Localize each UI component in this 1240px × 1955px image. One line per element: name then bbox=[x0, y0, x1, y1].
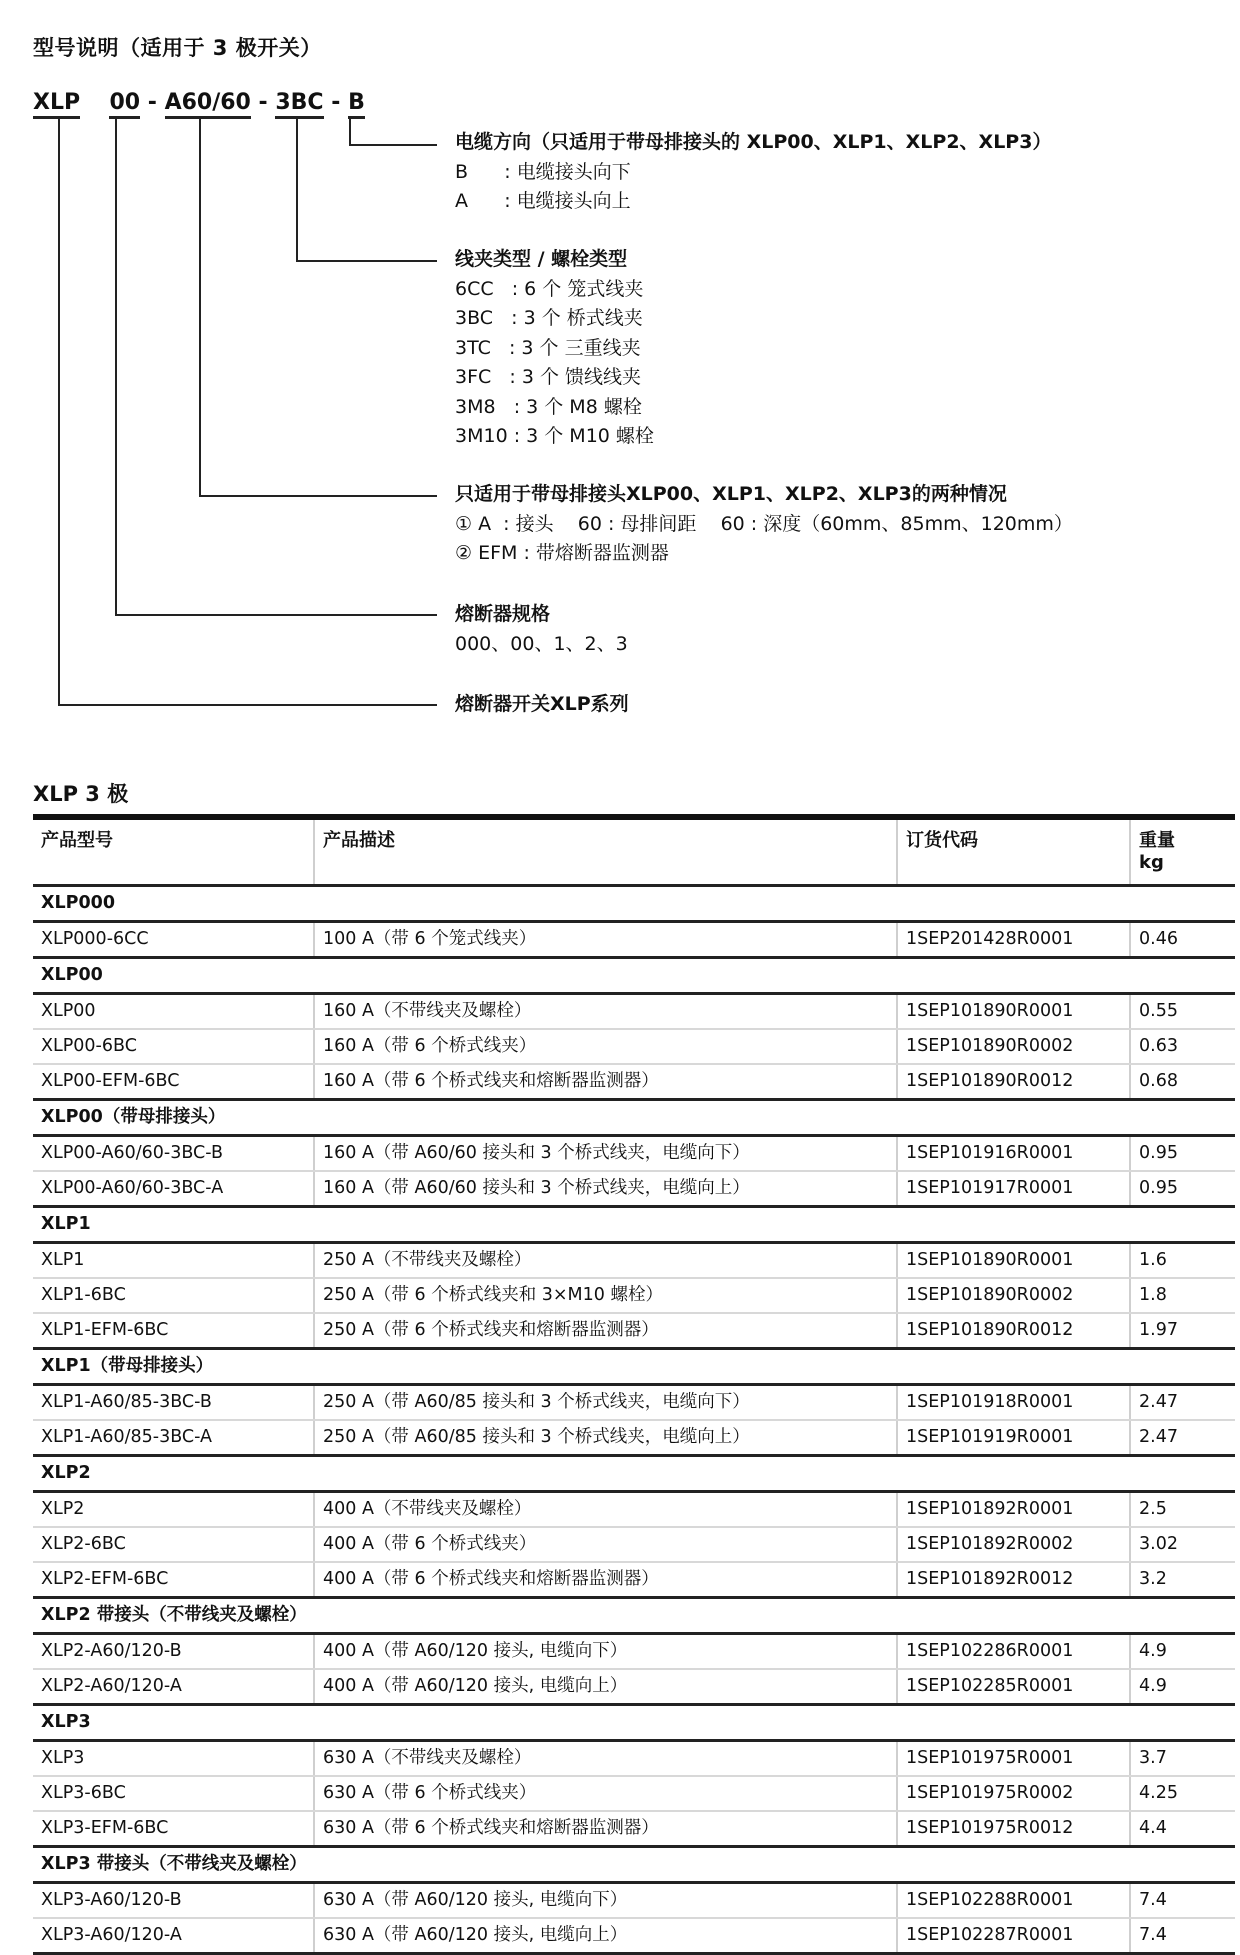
legend-cable-direction: 电缆方向（只适用于带母排接头的 XLP00、XLP1、XLP2、XLP3） B : 电缆接头向下 A : 电缆接头向上 bbox=[455, 131, 1052, 212]
group-name: XLP3 bbox=[33, 1705, 1235, 1741]
cell-order-code: 1SEP101890R0012 bbox=[897, 1313, 1130, 1349]
cell-description: 160 A（带 6 个桥式线夹） bbox=[314, 1029, 897, 1064]
cell-order-code: 1SEP101918R0001 bbox=[897, 1385, 1130, 1421]
cell-order-code: 1SEP101892R0001 bbox=[897, 1492, 1130, 1528]
table-row bbox=[33, 1527, 1235, 1562]
cell-description: 630 A（不带线夹及螺栓） bbox=[314, 1741, 897, 1777]
table-row bbox=[33, 1136, 1235, 1172]
group-name: XLP2 带接头（不带线夹及螺栓） bbox=[33, 1598, 1235, 1634]
cell-weight: 1.8 bbox=[1130, 1278, 1235, 1313]
cell-order-code: 1SEP101919R0001 bbox=[897, 1420, 1130, 1456]
cell-description: 100 A（带 6 个笼式线夹） bbox=[314, 922, 897, 958]
table-row bbox=[33, 1741, 1235, 1777]
cell-weight: 4.4 bbox=[1130, 1811, 1235, 1847]
cell-order-code: 1SEP102287R0001 bbox=[897, 1918, 1130, 1954]
group-name: XLP000 bbox=[33, 886, 1235, 922]
code-separator: - bbox=[331, 90, 341, 115]
group-name: XLP1 bbox=[33, 1207, 1235, 1243]
cell-order-code: 1SEP101975R0012 bbox=[897, 1811, 1130, 1847]
cell-description: 160 A（不带线夹及螺栓） bbox=[314, 994, 897, 1030]
cell-description: 160 A（带 A60/60 接头和 3 个桥式线夹，电缆向下） bbox=[314, 1136, 897, 1172]
cell-description: 630 A（带 6 个桥式线夹） bbox=[314, 1776, 897, 1811]
cell-description: 630 A（带 A60/120 接头, 电缆向上） bbox=[314, 1918, 897, 1954]
cell-model: XLP2 bbox=[33, 1492, 314, 1528]
cell-order-code: 1SEP101916R0001 bbox=[897, 1136, 1130, 1172]
cell-order-code: 1SEP101892R0002 bbox=[897, 1527, 1130, 1562]
table-row bbox=[33, 1918, 1235, 1954]
table-row bbox=[33, 1492, 1235, 1528]
product-table bbox=[33, 814, 1235, 1955]
code-part-cable-direction: B bbox=[348, 90, 365, 119]
table-row bbox=[33, 922, 1235, 958]
cell-description: 400 A（不带线夹及螺栓） bbox=[314, 1492, 897, 1528]
group-header-row bbox=[33, 886, 1235, 922]
table-row bbox=[33, 1278, 1235, 1313]
cell-weight: 0.63 bbox=[1130, 1029, 1235, 1064]
cell-weight: 3.2 bbox=[1130, 1562, 1235, 1598]
table-row bbox=[33, 1883, 1235, 1919]
header-description: 产品描述 bbox=[314, 817, 897, 886]
cell-weight: 0.95 bbox=[1130, 1171, 1235, 1207]
cell-weight: 0.68 bbox=[1130, 1064, 1235, 1100]
cell-description: 250 A（带 6 个桥式线夹和 3×M10 螺栓） bbox=[314, 1278, 897, 1313]
code-part-fuse-size: 00 bbox=[109, 90, 140, 119]
page-title: 型号说明（适用于 3 极开关） bbox=[33, 36, 322, 60]
cell-order-code: 1SEP102286R0001 bbox=[897, 1634, 1130, 1670]
code-separator: - bbox=[147, 90, 157, 115]
cell-weight: 7.4 bbox=[1130, 1883, 1235, 1919]
cell-weight: 2.47 bbox=[1130, 1385, 1235, 1421]
cell-order-code: 1SEP201428R0001 bbox=[897, 922, 1130, 958]
table-row bbox=[33, 994, 1235, 1030]
cell-model: XLP2-A60/120-A bbox=[33, 1669, 314, 1705]
group-header-row bbox=[33, 958, 1235, 994]
cell-order-code: 1SEP102285R0001 bbox=[897, 1669, 1130, 1705]
cell-model: XLP2-A60/120-B bbox=[33, 1634, 314, 1670]
cell-weight: 1.97 bbox=[1130, 1313, 1235, 1349]
cell-model: XLP3-A60/120-A bbox=[33, 1918, 314, 1954]
table-section-title: XLP 3 极 bbox=[33, 782, 129, 806]
group-header-row bbox=[33, 1847, 1235, 1883]
cell-description: 250 A（不带线夹及螺栓） bbox=[314, 1243, 897, 1279]
legend-fuse-size: 熔断器规格 000、00、1、2、3 bbox=[455, 603, 628, 655]
cell-model: XLP2-EFM-6BC bbox=[33, 1562, 314, 1598]
cell-model: XLP3 bbox=[33, 1741, 314, 1777]
cell-order-code: 1SEP101917R0001 bbox=[897, 1171, 1130, 1207]
cell-weight: 0.46 bbox=[1130, 922, 1235, 958]
cell-order-code: 1SEP101890R0002 bbox=[897, 1278, 1130, 1313]
cell-model: XLP000-6CC bbox=[33, 922, 314, 958]
group-header-row bbox=[33, 1598, 1235, 1634]
cell-weight: 0.55 bbox=[1130, 994, 1235, 1030]
legend-series: 熔断器开关XLP系列 bbox=[455, 693, 629, 715]
group-header-row bbox=[33, 1705, 1235, 1741]
cell-order-code: 1SEP102288R0001 bbox=[897, 1883, 1130, 1919]
cell-model: XLP00-A60/60-3BC-B bbox=[33, 1136, 314, 1172]
model-code bbox=[33, 90, 365, 115]
group-name: XLP1（带母排接头） bbox=[33, 1349, 1235, 1385]
table-row bbox=[33, 1634, 1235, 1670]
cell-model: XLP1-A60/85-3BC-A bbox=[33, 1420, 314, 1456]
cell-model: XLP1-EFM-6BC bbox=[33, 1313, 314, 1349]
cell-description: 160 A（带 A60/60 接头和 3 个桥式线夹，电缆向上） bbox=[314, 1171, 897, 1207]
cell-description: 400 A（带 6 个桥式线夹） bbox=[314, 1527, 897, 1562]
group-header-row bbox=[33, 1349, 1235, 1385]
cell-model: XLP1-6BC bbox=[33, 1278, 314, 1313]
cell-order-code: 1SEP101975R0001 bbox=[897, 1741, 1130, 1777]
cell-weight: 0.95 bbox=[1130, 1136, 1235, 1172]
group-header-row bbox=[33, 1100, 1235, 1136]
group-name: XLP3 带接头（不带线夹及螺栓） bbox=[33, 1847, 1235, 1883]
cell-order-code: 1SEP101890R0012 bbox=[897, 1064, 1130, 1100]
table-row bbox=[33, 1420, 1235, 1456]
cell-order-code: 1SEP101890R0002 bbox=[897, 1029, 1130, 1064]
cell-description: 400 A（带 6 个桥式线夹和熔断器监测器） bbox=[314, 1562, 897, 1598]
cell-order-code: 1SEP101890R0001 bbox=[897, 1243, 1130, 1279]
code-part-clamp-type: 3BC bbox=[275, 90, 323, 119]
cell-description: 400 A（带 A60/120 接头, 电缆向下） bbox=[314, 1634, 897, 1670]
code-part-series: XLP bbox=[33, 90, 80, 119]
code-part-connector: A60/60 bbox=[165, 90, 251, 119]
cell-order-code: 1SEP101975R0002 bbox=[897, 1776, 1130, 1811]
group-header-row bbox=[33, 1207, 1235, 1243]
group-header-row bbox=[33, 1456, 1235, 1492]
cell-model: XLP1 bbox=[33, 1243, 314, 1279]
code-separator: - bbox=[258, 90, 268, 115]
cell-description: 630 A（带 6 个桥式线夹和熔断器监测器） bbox=[314, 1811, 897, 1847]
table-row bbox=[33, 1064, 1235, 1100]
table-row bbox=[33, 1171, 1235, 1207]
cell-model: XLP00-EFM-6BC bbox=[33, 1064, 314, 1100]
cell-order-code: 1SEP101890R0001 bbox=[897, 994, 1130, 1030]
cell-weight: 7.4 bbox=[1130, 1918, 1235, 1954]
cell-weight: 3.02 bbox=[1130, 1527, 1235, 1562]
cell-description: 160 A（带 6 个桥式线夹和熔断器监测器） bbox=[314, 1064, 897, 1100]
cell-model: XLP3-A60/120-B bbox=[33, 1883, 314, 1919]
header-model: 产品型号 bbox=[33, 817, 314, 886]
header-order-code: 订货代码 bbox=[897, 817, 1130, 886]
table-row bbox=[33, 1029, 1235, 1064]
table-header-row bbox=[33, 817, 1235, 886]
cell-weight: 3.7 bbox=[1130, 1741, 1235, 1777]
cell-description: 250 A（带 6 个桥式线夹和熔断器监测器） bbox=[314, 1313, 897, 1349]
cell-model: XLP00 bbox=[33, 994, 314, 1030]
cell-weight: 1.6 bbox=[1130, 1243, 1235, 1279]
cell-order-code: 1SEP101892R0012 bbox=[897, 1562, 1130, 1598]
cell-weight: 2.47 bbox=[1130, 1420, 1235, 1456]
header-weight: 重量 kg bbox=[1130, 817, 1235, 886]
cell-description: 250 A（带 A60/85 接头和 3 个桥式线夹，电缆向下） bbox=[314, 1385, 897, 1421]
table-row bbox=[33, 1385, 1235, 1421]
cell-weight: 2.5 bbox=[1130, 1492, 1235, 1528]
group-name: XLP2 bbox=[33, 1456, 1235, 1492]
cell-model: XLP00-6BC bbox=[33, 1029, 314, 1064]
table-row bbox=[33, 1313, 1235, 1349]
cell-description: 400 A（带 A60/120 接头, 电缆向上） bbox=[314, 1669, 897, 1705]
cell-weight: 4.9 bbox=[1130, 1634, 1235, 1670]
table-row bbox=[33, 1243, 1235, 1279]
table-row bbox=[33, 1811, 1235, 1847]
group-name: XLP00 bbox=[33, 958, 1235, 994]
cell-description: 630 A（带 A60/120 接头, 电缆向下） bbox=[314, 1883, 897, 1919]
cell-model: XLP2-6BC bbox=[33, 1527, 314, 1562]
table-row bbox=[33, 1776, 1235, 1811]
cell-model: XLP1-A60/85-3BC-B bbox=[33, 1385, 314, 1421]
table-row bbox=[33, 1669, 1235, 1705]
cell-model: XLP3-EFM-6BC bbox=[33, 1811, 314, 1847]
cell-description: 250 A（带 A60/85 接头和 3 个桥式线夹，电缆向上） bbox=[314, 1420, 897, 1456]
table-row bbox=[33, 1562, 1235, 1598]
cell-model: XLP00-A60/60-3BC-A bbox=[33, 1171, 314, 1207]
group-name: XLP00（带母排接头） bbox=[33, 1100, 1235, 1136]
cell-weight: 4.9 bbox=[1130, 1669, 1235, 1705]
cell-model: XLP3-6BC bbox=[33, 1776, 314, 1811]
legend-connector-options: 只适用于带母排接头XLP00、XLP1、XLP2、XLP3的两种情况 ① A : 接头 60 : 母排间距 60 : 深度（60mm、85mm、120mm） ② EFM : 带熔断器监测器 bbox=[455, 483, 1073, 564]
legend-clamp-type: 线夹类型 / 螺栓类型 6CC : 6 个 笼式线夹 3BC : 3 个 桥式线夹 3TC : 3 个 三重线夹 3FC : 3 个 馈线线夹 3M8 : 3 个 M8 螺栓 3M10 : 3 个 M10 螺栓 bbox=[455, 248, 654, 447]
cell-weight: 4.25 bbox=[1130, 1776, 1235, 1811]
